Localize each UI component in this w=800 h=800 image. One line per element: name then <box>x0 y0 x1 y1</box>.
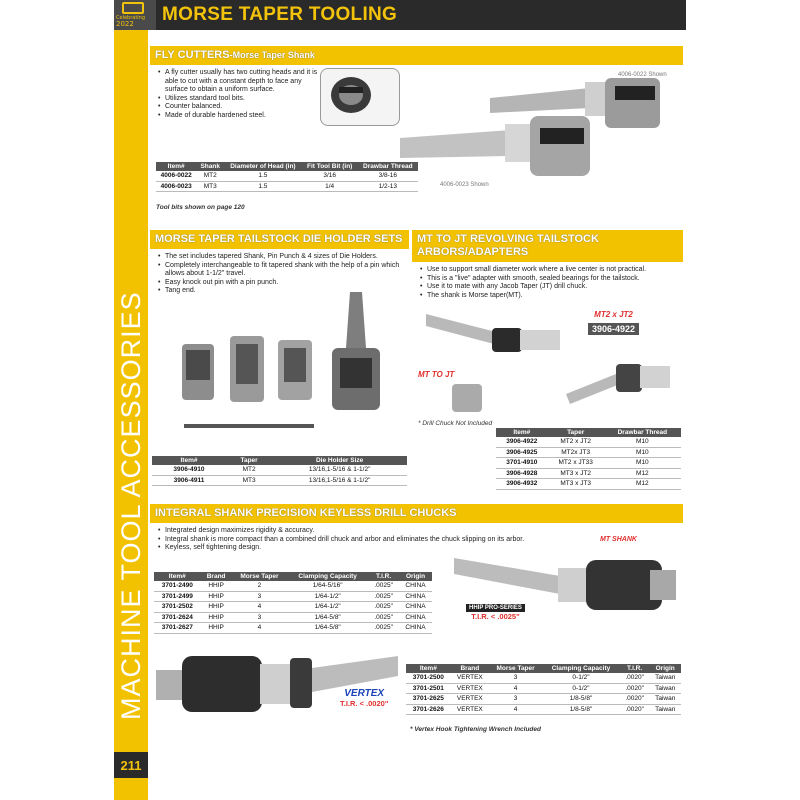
cell: 3/16 <box>302 171 358 181</box>
cell: 3906-4928 <box>496 468 548 479</box>
cell: 1/64-5/8" <box>287 612 368 623</box>
cell: CHINA <box>399 581 432 591</box>
cell: 3701-2490 <box>154 581 201 591</box>
cell: 3701-2625 <box>406 694 451 705</box>
cell: 4 <box>489 683 542 694</box>
cell: MT2x JT3 <box>548 447 604 458</box>
die-holder-image <box>170 288 400 438</box>
mt-shank-label: MT SHANK <box>600 536 637 543</box>
cell: 3701-2501 <box>406 683 451 694</box>
cell: MT3 <box>226 475 272 486</box>
cell: 3906-4910 <box>152 465 226 475</box>
col-header: Item# <box>496 428 548 437</box>
mt-to-jt-bullets <box>412 262 678 300</box>
bullet: • Made of durable hardened steel. <box>158 112 320 121</box>
table-row <box>152 465 407 475</box>
cell: 3 <box>489 694 542 705</box>
fly-cutters-panel <box>150 46 683 222</box>
fly-cutters-header <box>150 46 683 65</box>
cell: .0020" <box>620 704 650 715</box>
table-row <box>406 683 681 694</box>
table-row <box>156 171 418 181</box>
table-row <box>406 704 681 715</box>
cell: 1/64-1/2" <box>287 591 368 602</box>
cell: MT3 x JT2 <box>548 468 604 479</box>
cell: MT2 <box>226 465 272 475</box>
bullet: • Integral shank is more compact than a combined drill chuck and arbor and eliminates the chuck slipping on its arbor. <box>158 536 590 545</box>
table-row <box>152 475 407 486</box>
table-header-row <box>152 456 407 465</box>
cell: 3701-2502 <box>154 602 201 613</box>
vertex-badge <box>340 688 388 708</box>
fly-cutters-note: Tool bits shown on page 120 <box>156 204 245 211</box>
cell: 1/2-13 <box>358 181 418 192</box>
mt-to-jt-note: * Drill Chuck Not Included <box>418 420 493 427</box>
col-header: Morse Taper <box>232 572 287 581</box>
fly-cutters-image <box>390 68 680 218</box>
bullet: • Use to support small diameter work where a live center is not practical. <box>420 266 678 275</box>
die-holder-table <box>152 456 407 486</box>
table-row <box>406 694 681 705</box>
drill-chucks-header: INTEGRAL SHANK PRECISION KEYLESS DRILL CHUCKS <box>150 504 683 523</box>
vertex-table <box>406 664 681 715</box>
cell: 4 <box>232 602 287 613</box>
cell: 1/64-1/2" <box>287 602 368 613</box>
logo-celebrating: Celebrating <box>116 15 146 21</box>
cell: 3701-2500 <box>406 673 451 683</box>
cell: VERTEX <box>451 704 489 715</box>
cell: 1.5 <box>224 181 302 192</box>
caption-0022: 4006-0022 Shown <box>618 72 667 78</box>
cell: 3 <box>232 612 287 623</box>
cell: 3701-2626 <box>406 704 451 715</box>
col-header: Shank <box>196 162 224 171</box>
side-title: MACHINE TOOL ACCESSORIES <box>116 291 146 720</box>
cell: Taiwan <box>649 673 681 683</box>
table-row <box>496 479 681 490</box>
mt2-jt2-item: 3906-4922 <box>588 323 639 335</box>
table-row <box>154 581 432 591</box>
cell: CHINA <box>399 612 432 623</box>
mt-to-jt-image <box>416 304 680 422</box>
vertex-brand: VERTEX <box>344 688 385 699</box>
hhip-badge-text: HHIP PRO-SERIES <box>466 604 525 612</box>
table-row <box>496 468 681 479</box>
bullet: • The shank is Morse taper(MT). <box>420 292 678 301</box>
vertex-chuck-image <box>152 640 402 720</box>
col-header: T.I.R. <box>368 572 399 581</box>
cell: M12 <box>604 468 681 479</box>
cell: VERTEX <box>451 694 489 705</box>
logo-year: 2022 <box>116 20 134 28</box>
cell: MT3 x JT3 <box>548 479 604 490</box>
bullet: • Completely interchangeable to fit tapered shank with the help of a pin which allows about 1-1/2" travel. <box>158 262 402 279</box>
cell: .0025" <box>368 581 399 591</box>
col-header: Item# <box>154 572 201 581</box>
cell: 1/4 <box>302 181 358 192</box>
col-header: Brand <box>451 664 489 673</box>
table-header-row <box>156 162 418 171</box>
cell: 1/8-5/8" <box>542 704 620 715</box>
bullet: • This is a "live" adapter with smooth, sealed bearings for the tailstock. <box>420 275 678 284</box>
cell: 3906-4922 <box>496 437 548 447</box>
cell: CHINA <box>399 623 432 634</box>
mt2-jt2-text: MT2 x JT2 <box>594 310 633 319</box>
cell: HHIP <box>201 602 232 613</box>
col-header: Brand <box>201 572 232 581</box>
table-header-row <box>496 428 681 437</box>
cell: 3906-4911 <box>152 475 226 486</box>
cell: M10 <box>604 458 681 469</box>
table-header-row <box>406 664 681 673</box>
cell: .0025" <box>368 623 399 634</box>
cell: HHIP <box>201 581 232 591</box>
col-header: Item# <box>152 456 226 465</box>
cell: .0020" <box>620 683 650 694</box>
caption-0023: 4006-0023 Shown <box>440 182 489 188</box>
cell: 4006-0022 <box>156 171 196 181</box>
cell: 3 <box>489 673 542 683</box>
cell: MT3 <box>196 181 224 192</box>
bullet: • The set includes tapered Shank, Pin Punch & 4 sizes of Die Holders. <box>158 253 402 262</box>
table-row <box>154 623 432 634</box>
cell: 1.5 <box>224 171 302 181</box>
mt-to-jt-label: MT TO JT <box>418 370 455 379</box>
cell: CHINA <box>399 602 432 613</box>
cell: .0020" <box>620 673 650 683</box>
cell: .0020" <box>620 694 650 705</box>
cell: 4006-0023 <box>156 181 196 192</box>
cell: 3/8-16 <box>358 171 418 181</box>
cell: M12 <box>604 479 681 490</box>
die-holder-header: MORSE TAPER TAILSTOCK DIE HOLDER SETS <box>150 230 409 249</box>
cell: 1/8-5/8" <box>542 694 620 705</box>
cell: 3906-4932 <box>496 479 548 490</box>
table-row <box>154 612 432 623</box>
bullet: • Counter balanced. <box>158 103 320 112</box>
hhip-table <box>154 572 432 634</box>
logo <box>114 0 156 30</box>
table-row <box>154 602 432 613</box>
side-bar <box>114 30 148 800</box>
die-holder-panel <box>150 230 409 492</box>
col-header: Fit Tool Bit (in) <box>302 162 358 171</box>
cell: MT2 <box>196 171 224 181</box>
cell: Taiwan <box>649 683 681 694</box>
drill-chucks-note: * Vertex Hook Tightening Wrench Included <box>410 726 541 733</box>
col-header: Item# <box>406 664 451 673</box>
catalog-page <box>114 0 686 800</box>
title-bar <box>114 0 686 30</box>
cell: 4 <box>489 704 542 715</box>
cell: 13/16,1-5/16 & 1-1/2" <box>272 475 407 486</box>
cell: VERTEX <box>451 683 489 694</box>
page-title: MORSE TAPER TOOLING <box>162 4 398 25</box>
cell: M10 <box>604 437 681 447</box>
cell: 3701-2627 <box>154 623 201 634</box>
col-header: Drawbar Thread <box>358 162 418 171</box>
col-header: Die Holder Size <box>272 456 407 465</box>
fly-cutters-bullets <box>150 65 320 120</box>
cell: .0025" <box>368 612 399 623</box>
cell: M10 <box>604 447 681 458</box>
cell: 3701-2624 <box>154 612 201 623</box>
col-header: Morse Taper <box>489 664 542 673</box>
cell: 13/16,1-5/16 & 1-1/2" <box>272 465 407 475</box>
table-row <box>496 437 681 447</box>
mt-to-jt-table <box>496 428 681 490</box>
fly-cutters-subtitle: -Morse Taper Shank <box>229 50 315 60</box>
col-header: Item# <box>156 162 196 171</box>
bullet: • Use it to mate with any Jacob Taper (JT) drill chuck. <box>420 283 678 292</box>
cell: VERTEX <box>451 673 489 683</box>
cell: 3906-4925 <box>496 447 548 458</box>
cell: HHIP <box>201 612 232 623</box>
cell: CHINA <box>399 591 432 602</box>
cell: 1/64-5/8" <box>287 623 368 634</box>
table-row <box>406 673 681 683</box>
col-header: Taper <box>548 428 604 437</box>
logo-mark-icon <box>122 2 144 14</box>
col-header: Clamping Capacity <box>542 664 620 673</box>
fly-cutter-inset-image <box>320 68 400 126</box>
col-header: Taper <box>226 456 272 465</box>
table-row <box>496 447 681 458</box>
cell: 3701-2499 <box>154 591 201 602</box>
cell: Taiwan <box>649 694 681 705</box>
mt-to-jt-header: MT TO JT REVOLVING TAILSTOCK ARBORS/ADAPTERS <box>412 230 683 262</box>
bullet: • Tang end. <box>158 287 402 296</box>
table-row <box>496 458 681 469</box>
col-header: Origin <box>399 572 432 581</box>
cell: 0-1/2" <box>542 673 620 683</box>
drill-chucks-panel <box>150 504 683 744</box>
col-header: Diameter of Head (in) <box>224 162 302 171</box>
cell: .0025" <box>368 591 399 602</box>
mt-to-jt-panel <box>412 230 683 492</box>
cell: 3701-4910 <box>496 458 548 469</box>
col-header: T.I.R. <box>620 664 650 673</box>
hhip-badge <box>466 604 525 621</box>
vertex-tir: T.I.R. < .0020" <box>340 699 389 708</box>
cell: Taiwan <box>649 704 681 715</box>
table-row <box>154 591 432 602</box>
cell: .0025" <box>368 602 399 613</box>
bullet: • Integrated design maximizes rigidity & accuracy. <box>158 527 590 536</box>
col-header: Clamping Capacity <box>287 572 368 581</box>
fly-cutters-table <box>156 162 418 192</box>
table-row <box>156 181 418 192</box>
cell: 4 <box>232 623 287 634</box>
col-header: Drawbar Thread <box>604 428 681 437</box>
bullet: • Keyless, self tightening design. <box>158 544 590 553</box>
cell: 2 <box>232 581 287 591</box>
cell: MT2 x JT2 <box>548 437 604 447</box>
fly-cutters-title: FLY CUTTERS <box>155 49 230 61</box>
table-header-row <box>154 572 432 581</box>
hhip-tir: T.I.R. < .0025" <box>471 612 520 621</box>
cell: HHIP <box>201 591 232 602</box>
bullet: • A fly cutter usually has two cutting heads and it is able to cut with a constant depth to face any surface to obtain a uniform surface. <box>158 69 320 95</box>
cell: 1/64-5/16" <box>287 581 368 591</box>
bullet: • Easy knock out pin with a pin punch. <box>158 279 402 288</box>
page-number: 211 <box>114 752 148 778</box>
cell: 0-1/2" <box>542 683 620 694</box>
col-header: Origin <box>649 664 681 673</box>
cell: 3 <box>232 591 287 602</box>
cell: HHIP <box>201 623 232 634</box>
bullet: • Utilizes standard tool bits. <box>158 95 320 104</box>
cell: MT2 x JT33 <box>548 458 604 469</box>
